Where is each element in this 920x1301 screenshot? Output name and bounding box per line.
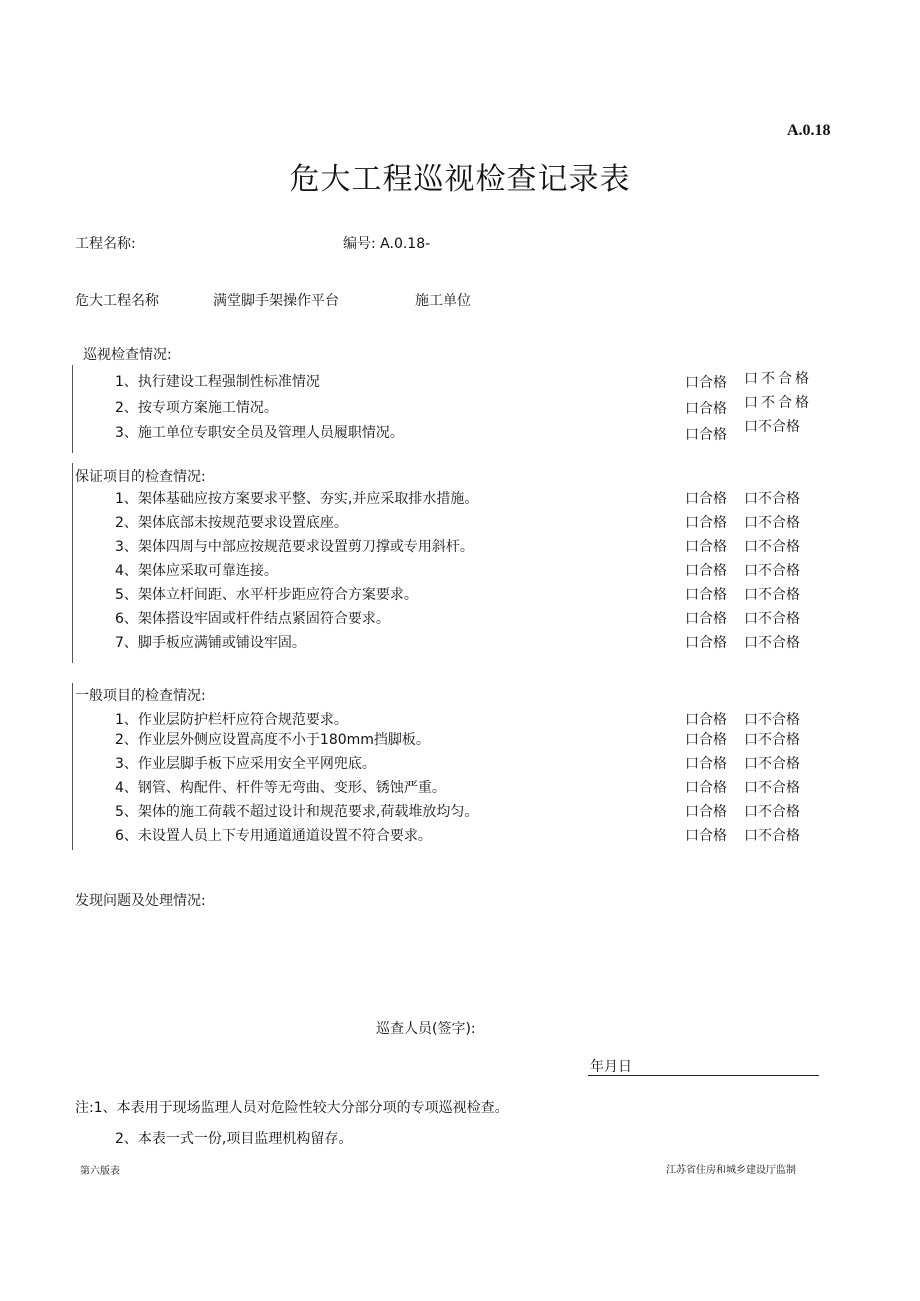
general-item: 6、未设置人员上下专用通道通道设置不符合要求。 [115,828,432,844]
pass-checkbox[interactable]: 口合格 [685,611,727,627]
hazard-project-value: 满堂脚手架操作平台 [213,293,339,309]
pass-checkbox[interactable]: 口合格 [685,828,727,844]
hazard-project-label: 危大工程名称 [75,293,159,309]
note-2: 2、本表一式一份,项目监理机构留存。 [115,1131,353,1147]
general-item: 4、钢管、构配件、杆件等无弯曲、变形、锈蚀严重。 [115,780,446,796]
pass-checkbox[interactable]: 口合格 [685,515,727,531]
pass-checkbox[interactable]: 口合格 [685,756,727,772]
fail-checkbox[interactable]: 口不合格 [744,712,800,728]
guarantee-heading: 保证项目的检查情况: [75,469,206,485]
guarantee-item: 4、架体应采取可靠连接。 [115,563,278,579]
project-name-label: 工程名称: [75,236,136,252]
pass-checkbox[interactable]: 口合格 [685,491,727,507]
fail-checkbox[interactable]: 口不合格 [744,419,800,435]
fail-checkbox[interactable]: 口不合格 [744,491,800,507]
guarantee-item: 7、脚手板应满铺或铺设牢固。 [115,635,306,651]
fail-checkbox[interactable]: 口不合格 [744,395,812,411]
date-label[interactable]: 年月日 [590,1059,632,1075]
number-label: 编号: A.0.18- [343,236,431,252]
pass-checkbox[interactable]: 口合格 [685,732,727,748]
fail-checkbox[interactable]: 口不合格 [744,828,800,844]
margin-line-general [72,683,73,850]
pass-checkbox[interactable]: 口合格 [685,563,727,579]
fail-checkbox[interactable]: 口不合格 [744,611,800,627]
pass-checkbox[interactable]: 口合格 [685,587,727,603]
margin-line-guarantee [72,463,73,663]
fail-checkbox[interactable]: 口不合格 [744,732,800,748]
pass-checkbox[interactable]: 口合格 [685,712,727,728]
problems-label: 发现问题及处理情况: [75,893,206,909]
patrol-item: 2、按专项方案施工情况。 [115,400,278,416]
fail-checkbox[interactable]: 口不合格 [744,780,800,796]
guarantee-item: 5、架体立杆间距、水平杆步距应符合方案要求。 [115,587,418,603]
pass-checkbox[interactable]: 口合格 [685,427,727,443]
patrol-item: 1、执行建设工程强制性标准情况 [115,374,320,390]
guarantee-item: 6、架体搭设牢固或杆件结点紧固符合要求。 [115,611,390,627]
pass-checkbox[interactable]: 口合格 [685,401,727,417]
guarantee-item: 2、架体底部未按规范要求设置底座。 [115,515,348,531]
general-item: 2、作业层外侧应设置高度不小于180mm挡脚板。 [115,732,430,748]
pass-checkbox[interactable]: 口合格 [685,635,727,651]
fail-checkbox[interactable]: 口不合格 [744,635,800,651]
general-item: 1、作业层防护栏杆应符合规范要求。 [115,712,348,728]
guarantee-item: 3、架体四周与中部应按规范要求设置剪刀撑或专用斜杆。 [115,539,474,555]
construction-unit-label: 施工单位 [415,293,471,309]
margin-line-patrol [72,365,73,453]
fail-checkbox[interactable]: 口不合格 [744,371,812,387]
fail-checkbox[interactable]: 口不合格 [744,539,800,555]
fail-checkbox[interactable]: 口不合格 [744,804,800,820]
pass-checkbox[interactable]: 口合格 [685,539,727,555]
page-title: 危大工程巡视检查记录表 [289,162,631,197]
footer-edition: 第六版表 [80,1166,120,1177]
fail-checkbox[interactable]: 口不合格 [744,756,800,772]
general-heading: 一般项目的检查情况: [75,688,206,704]
note-1: 注:1、本表用于现场监理人员对危险性较大分部分项的专项巡视检查。 [75,1100,509,1116]
general-item: 3、作业层脚手板下应采用安全平网兜底。 [115,756,376,772]
guarantee-item: 1、架体基础应按方案要求平整、夯实,并应采取排水措施。 [115,491,479,507]
pass-checkbox[interactable]: 口合格 [685,780,727,796]
pass-checkbox[interactable]: 口合格 [685,804,727,820]
general-item: 5、架体的施工荷载不超过设计和规范要求,荷载堆放均匀。 [115,804,479,820]
fail-checkbox[interactable]: 口不合格 [744,515,800,531]
footer-issuer: 江苏省住房和城乡建设厅监制 [666,1165,796,1176]
fail-checkbox[interactable]: 口不合格 [744,587,800,603]
fail-checkbox[interactable]: 口不合格 [744,563,800,579]
form-code: A.0.18 [787,122,831,139]
patrol-heading: 巡视检查情况: [83,347,172,363]
inspector-signature-label[interactable]: 巡查人员(签字): [376,1021,476,1037]
patrol-item: 3、施工单位专职安全员及管理人员履职情况。 [115,425,404,441]
date-signature-line [588,1075,819,1076]
pass-checkbox[interactable]: 口合格 [685,375,727,391]
